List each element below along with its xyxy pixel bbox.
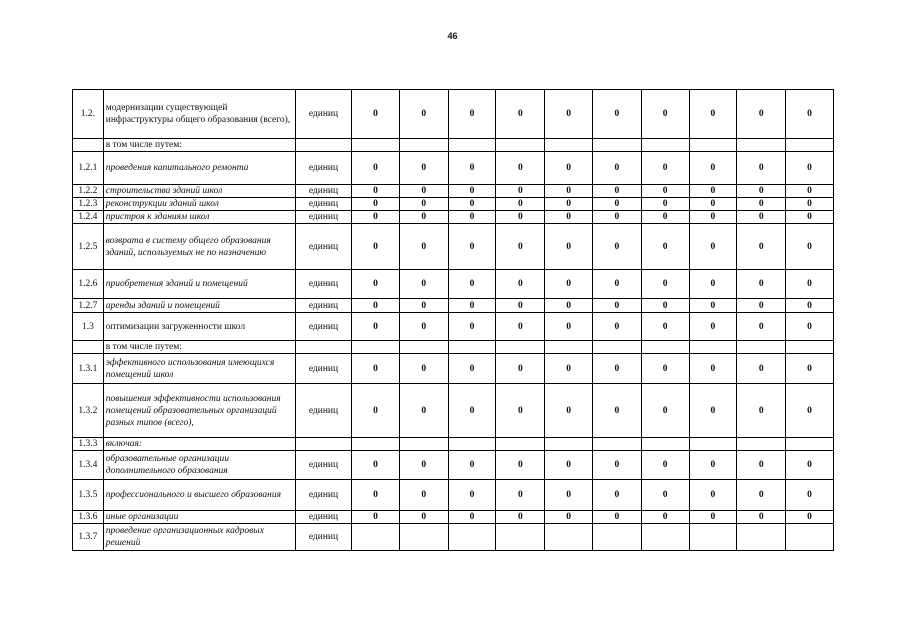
value-cell: 0 [592,198,641,211]
value-cell: 0 [737,384,786,438]
row-description: приобретения зданий и помещений [103,270,295,299]
value-cell [399,438,448,451]
row-unit: единиц [295,224,351,270]
row-unit: единиц [295,211,351,224]
value-cell: 0 [689,198,737,211]
table-row [73,224,834,270]
value-cell: 0 [448,451,496,480]
value-cell: 0 [352,152,400,185]
value-cell: 0 [641,185,689,198]
row-unit [295,139,351,152]
value-cell: 0 [737,211,786,224]
value-cell: 0 [496,224,545,270]
row-unit: единиц [295,313,351,341]
row-unit: единиц [295,451,351,480]
value-cell: 0 [737,511,786,524]
value-cell: 0 [545,211,593,224]
value-cell: 0 [399,354,448,384]
row-number: 1.2. [73,90,104,139]
table-row [73,480,834,511]
table-row [73,90,834,139]
row-unit [295,341,351,354]
value-cell: 0 [786,354,834,384]
table-row [73,270,834,299]
value-cell [352,524,400,551]
row-number: 1.3.4 [73,451,104,480]
row-description: образовательные организации дополнительного образования [103,451,295,480]
value-cell: 0 [786,480,834,511]
value-cell: 0 [786,451,834,480]
value-cell: 0 [689,270,737,299]
value-cell: 0 [592,511,641,524]
value-cell: 0 [689,224,737,270]
value-cell [545,524,593,551]
row-unit: единиц [295,185,351,198]
value-cell: 0 [496,384,545,438]
value-cell [496,139,545,152]
value-cell: 0 [448,511,496,524]
table-row [73,511,834,524]
table-row [73,185,834,198]
value-cell: 0 [689,451,737,480]
row-number: 1.2.6 [73,270,104,299]
value-cell: 0 [399,480,448,511]
value-cell: 0 [592,224,641,270]
value-cell: 0 [786,224,834,270]
value-cell: 0 [352,211,400,224]
value-cell: 0 [448,313,496,341]
value-cell: 0 [786,152,834,185]
row-description: возврата в систему общего образования зданий, используемых не по назначению [103,224,295,270]
value-cell [641,438,689,451]
value-cell [786,139,834,152]
row-description: повышения эффективности использования помещений образовательных организаций разных типов (всего), [103,384,295,438]
value-cell: 0 [689,90,737,139]
row-unit: единиц [295,524,351,551]
value-cell: 0 [496,313,545,341]
value-cell: 0 [448,354,496,384]
value-cell: 0 [641,224,689,270]
value-cell: 0 [545,354,593,384]
value-cell: 0 [496,211,545,224]
value-cell: 0 [496,511,545,524]
value-cell [448,438,496,451]
value-cell: 0 [545,451,593,480]
value-cell: 0 [737,480,786,511]
value-cell [448,341,496,354]
value-cell: 0 [399,152,448,185]
table-row [73,341,834,354]
value-cell: 0 [352,451,400,480]
row-description: проведение организационных кадровых решений [103,524,295,551]
value-cell: 0 [641,270,689,299]
value-cell: 0 [448,480,496,511]
value-cell: 0 [786,270,834,299]
row-unit: единиц [295,299,351,313]
value-cell: 0 [641,480,689,511]
value-cell: 0 [592,211,641,224]
value-cell: 0 [641,354,689,384]
row-number: 1.2.2 [73,185,104,198]
value-cell: 0 [399,270,448,299]
value-cell: 0 [737,354,786,384]
value-cell [592,438,641,451]
value-cell: 0 [737,313,786,341]
value-cell: 0 [352,185,400,198]
value-cell: 0 [399,299,448,313]
value-cell [641,341,689,354]
value-cell: 0 [545,185,593,198]
value-cell: 0 [592,451,641,480]
value-cell: 0 [786,511,834,524]
value-cell: 0 [545,480,593,511]
value-cell: 0 [545,313,593,341]
value-cell: 0 [352,198,400,211]
value-cell: 0 [496,480,545,511]
value-cell: 0 [399,90,448,139]
value-cell: 0 [689,480,737,511]
value-cell [399,524,448,551]
table-row [73,211,834,224]
row-number: 1.2.7 [73,299,104,313]
value-cell: 0 [545,224,593,270]
row-number [73,341,104,354]
value-cell: 0 [352,90,400,139]
value-cell: 0 [399,511,448,524]
row-number: 1.2.4 [73,211,104,224]
value-cell: 0 [737,299,786,313]
value-cell: 0 [641,152,689,185]
value-cell: 0 [496,152,545,185]
value-cell [496,341,545,354]
row-description: оптимизации загруженности школ [103,313,295,341]
value-cell [592,139,641,152]
value-cell: 0 [641,451,689,480]
value-cell [641,524,689,551]
value-cell: 0 [689,313,737,341]
value-cell [399,341,448,354]
value-cell: 0 [641,90,689,139]
value-cell: 0 [786,313,834,341]
value-cell: 0 [545,511,593,524]
table-row [73,152,834,185]
value-cell: 0 [737,185,786,198]
table-body [73,90,834,551]
row-description: в том числе путем: [103,139,295,152]
row-number: 1.3.1 [73,354,104,384]
row-number: 1.3.6 [73,511,104,524]
row-description: реконструкции зданий школ [103,198,295,211]
value-cell [496,524,545,551]
table-row [73,438,834,451]
value-cell: 0 [545,152,593,185]
value-cell [737,524,786,551]
value-cell: 0 [689,511,737,524]
table-row [73,354,834,384]
row-number [73,139,104,152]
row-description: модернизации существующей инфраструктуры общего образования (всего), [103,90,295,139]
row-unit: единиц [295,152,351,185]
row-description: профессионального и высшего образования [103,480,295,511]
value-cell: 0 [496,198,545,211]
value-cell: 0 [737,224,786,270]
row-description: пристроя к зданиям школ [103,211,295,224]
value-cell [641,139,689,152]
value-cell [352,438,400,451]
value-cell: 0 [496,451,545,480]
value-cell [737,139,786,152]
row-description: аренды зданий и помещений [103,299,295,313]
value-cell: 0 [352,224,400,270]
row-unit: единиц [295,354,351,384]
table-row [73,384,834,438]
row-description: строительства зданий школ [103,185,295,198]
row-unit: единиц [295,270,351,299]
value-cell: 0 [448,211,496,224]
row-number: 1.3.3 [73,438,104,451]
page-number: 46 [447,31,458,41]
value-cell [737,341,786,354]
value-cell: 0 [641,299,689,313]
value-cell: 0 [545,90,593,139]
row-number: 1.2.5 [73,224,104,270]
value-cell [448,524,496,551]
row-unit: единиц [295,511,351,524]
value-cell [496,438,545,451]
indicators-table [72,89,834,551]
value-cell: 0 [786,211,834,224]
table-row [73,139,834,152]
value-cell: 0 [786,384,834,438]
value-cell: 0 [786,299,834,313]
row-number: 1.3 [73,313,104,341]
value-cell: 0 [448,270,496,299]
value-cell: 0 [786,185,834,198]
value-cell: 0 [448,224,496,270]
value-cell: 0 [737,90,786,139]
row-description: включая: [103,438,295,451]
row-number: 1.3.7 [73,524,104,551]
value-cell: 0 [352,299,400,313]
row-unit [295,438,351,451]
value-cell: 0 [689,354,737,384]
value-cell: 0 [448,198,496,211]
value-cell: 0 [496,299,545,313]
value-cell: 0 [448,299,496,313]
row-number: 1.2.3 [73,198,104,211]
value-cell: 0 [641,211,689,224]
value-cell: 0 [592,90,641,139]
value-cell: 0 [641,511,689,524]
value-cell: 0 [448,152,496,185]
value-cell: 0 [496,270,545,299]
value-cell [545,438,593,451]
value-cell [786,524,834,551]
value-cell [689,341,737,354]
value-cell: 0 [399,384,448,438]
row-unit: единиц [295,384,351,438]
value-cell: 0 [592,480,641,511]
value-cell: 0 [592,384,641,438]
value-cell: 0 [496,185,545,198]
value-cell: 0 [448,384,496,438]
row-description: эффективного использования имеющихся помещений школ [103,354,295,384]
value-cell: 0 [399,198,448,211]
value-cell [689,139,737,152]
row-unit: единиц [295,198,351,211]
row-description: иные организации [103,511,295,524]
value-cell: 0 [352,480,400,511]
row-unit: единиц [295,90,351,139]
value-cell: 0 [545,270,593,299]
value-cell: 0 [352,354,400,384]
row-number: 1.2.1 [73,152,104,185]
value-cell: 0 [545,384,593,438]
value-cell [592,341,641,354]
value-cell: 0 [448,185,496,198]
table-row [73,313,834,341]
value-cell: 0 [737,198,786,211]
value-cell: 0 [399,211,448,224]
value-cell: 0 [786,90,834,139]
value-cell: 0 [496,354,545,384]
value-cell [352,139,400,152]
value-cell: 0 [641,313,689,341]
value-cell: 0 [737,270,786,299]
value-cell [689,524,737,551]
value-cell: 0 [592,354,641,384]
value-cell: 0 [689,299,737,313]
table-row [73,524,834,551]
row-unit: единиц [295,480,351,511]
value-cell: 0 [352,270,400,299]
value-cell [786,341,834,354]
value-cell [592,524,641,551]
value-cell: 0 [592,152,641,185]
value-cell: 0 [352,511,400,524]
value-cell: 0 [352,313,400,341]
value-cell: 0 [786,198,834,211]
table-row [73,198,834,211]
value-cell [545,341,593,354]
value-cell: 0 [399,224,448,270]
value-cell: 0 [399,185,448,198]
value-cell [448,139,496,152]
value-cell: 0 [352,384,400,438]
row-number: 1.3.5 [73,480,104,511]
row-description: проведения капитального ремонта [103,152,295,185]
value-cell: 0 [592,313,641,341]
value-cell: 0 [689,152,737,185]
value-cell: 0 [737,451,786,480]
table-row [73,299,834,313]
value-cell [352,341,400,354]
value-cell: 0 [496,90,545,139]
table-row [73,451,834,480]
value-cell: 0 [448,90,496,139]
value-cell: 0 [399,451,448,480]
value-cell: 0 [592,299,641,313]
value-cell: 0 [689,185,737,198]
value-cell [399,139,448,152]
value-cell [786,438,834,451]
value-cell: 0 [689,211,737,224]
value-cell [689,438,737,451]
value-cell: 0 [545,198,593,211]
value-cell: 0 [641,384,689,438]
value-cell: 0 [641,198,689,211]
value-cell [545,139,593,152]
value-cell: 0 [592,270,641,299]
value-cell: 0 [737,152,786,185]
value-cell [737,438,786,451]
value-cell: 0 [399,313,448,341]
value-cell: 0 [689,384,737,438]
value-cell: 0 [592,185,641,198]
row-description: в том числе путем: [103,341,295,354]
value-cell: 0 [545,299,593,313]
row-number: 1.3.2 [73,384,104,438]
